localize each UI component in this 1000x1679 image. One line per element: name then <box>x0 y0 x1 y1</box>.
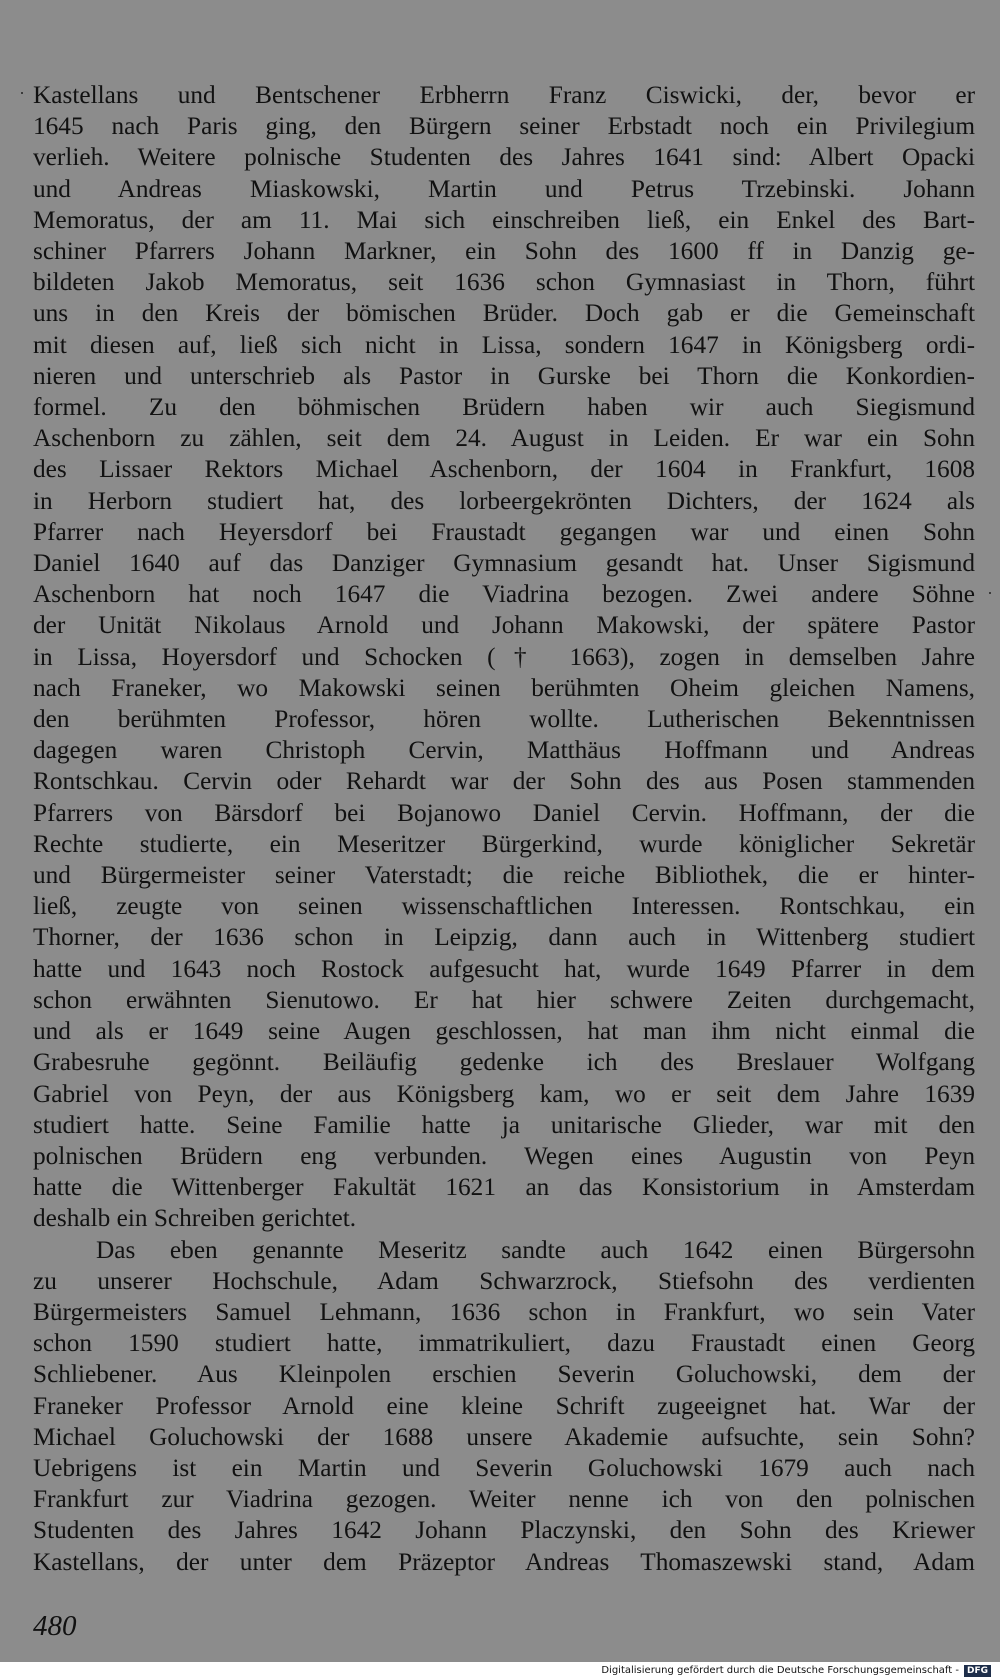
text-line: Pfarrer nach Heyersdorf bei Fraustadt gegangen war und einen Sohn <box>33 517 975 546</box>
text-line: dagegen waren Christoph Cervin, Matthäus Hoffmann und Andreas <box>33 736 975 765</box>
text-line: in Herborn studiert hat, des lorbeergekrönten Dichters, der 1624 als <box>33 486 975 515</box>
text-line: und Andreas Miaskowski, Martin und Petrus Trzebinski. Johann <box>33 174 975 203</box>
text-line: Kastellans, der unter dem Präzeptor Andreas Thomaszewski stand, Adam <box>33 1547 975 1576</box>
text-line: zu unserer Hochschule, Adam Schwarzrock, Stiefsohn des verdienten <box>33 1266 975 1295</box>
text-line: Aschenborn zu zählen, seit dem 24. August in Leiden. Er war ein Sohn <box>33 424 975 453</box>
text-line: bildeten Jakob Memoratus, seit 1636 schon Gymnasiast in Thorn, führt <box>33 268 975 297</box>
text-line: der Unität Nikolaus Arnold und Johann Makowski, der spätere Pastor <box>33 611 975 640</box>
text-line: Memoratus, der am 11. Mai sich einschreiben ließ, ein Enkel des Bart- <box>33 205 975 234</box>
text-line: den berühmten Professor, hören wollte. Lutherischen Bekenntnissen <box>33 705 975 734</box>
text-line: Rechte studierte, ein Meseritzer Bürgerkind, wurde königlicher Sekretär <box>33 829 975 858</box>
text-line: verlieh. Weitere polnische Studenten des Jahres 1641 sind: Albert Opacki <box>33 143 975 172</box>
text-line: hatte die Wittenberger Fakultät 1621 an das Konsistorium in Amsterdam <box>33 1173 975 1202</box>
text-line: des Lissaer Rektors Michael Aschenborn, der 1604 in Frankfurt, 1608 <box>33 455 975 484</box>
text-line: studiert hatte. Seine Familie hatte ja unitarische Glieder, war mit den <box>33 1110 975 1139</box>
text-line: polnischen Brüdern eng verbunden. Wegen eines Augustin von Peyn <box>33 1141 975 1170</box>
text-line: schon 1590 studiert hatte, immatrikuliert, dazu Fraustadt einen Georg <box>33 1329 975 1358</box>
text-line: schiner Pfarrers Johann Markner, ein Sohn des 1600 ff in Danzig ge- <box>33 237 975 266</box>
text-line: hatte und 1643 noch Rostock aufgesucht hat, wurde 1649 Pfarrer in dem <box>33 954 975 983</box>
text-line: Schliebener. Aus Kleinpolen erschien Severin Goluchowski, dem der <box>33 1360 975 1389</box>
text-line: Bürgermeisters Samuel Lehmann, 1636 schon in Frankfurt, wo sein Vater <box>33 1297 975 1326</box>
text-line: Michael Goluchowski der 1688 unsere Akademie aufsuchte, sein Sohn? <box>33 1422 975 1451</box>
text-line: formel. Zu den böhmischen Brüdern haben wir auch Siegismund <box>33 393 975 422</box>
scan-speck <box>21 92 23 94</box>
text-line: Das eben genannte Meseritz sandte auch 1642 einen Bürgersohn <box>96 1235 975 1264</box>
digitization-credit <box>601 1662 992 1679</box>
text-line: nieren und unterschrieb als Pastor in Gurske bei Thorn die Konkordien- <box>33 361 975 390</box>
page-number: 480 <box>33 1610 77 1642</box>
text-line: Daniel 1640 auf das Danziger Gymnasium gesandt hat. Unser Sigismund <box>33 549 975 578</box>
text-line: und als er 1649 seine Augen geschlossen, hat man ihm nicht einmal die <box>33 1017 975 1046</box>
credit-text: Digitalisierung gefördert durch die Deutsche Forschungsgemeinschaft - <box>601 1665 959 1676</box>
text-line: schon erwähnten Sienutowo. Er hat hier schwere Zeiten durchgemacht, <box>33 985 975 1014</box>
dfg-logo: DFG <box>963 1664 992 1678</box>
text-line: und Bürgermeister seiner Vaterstadt; die reiche Bibliothek, die er hinter- <box>33 861 975 890</box>
text-line: Pfarrers von Bärsdorf bei Bojanowo Daniel Cervin. Hoffmann, der die <box>33 798 975 827</box>
text-line: Gabriel von Peyn, der aus Königsberg kam, wo er seit dem Jahre 1639 <box>33 1079 975 1108</box>
text-line: Uebrigens ist ein Martin und Severin Goluchowski 1679 auch nach <box>33 1453 975 1482</box>
text-line: mit diesen auf, ließ sich nicht in Lissa, sondern 1647 in Königsberg ordi- <box>33 330 975 359</box>
text-line: uns in den Kreis der bömischen Brüder. Doch gab er die Gemeinschaft <box>33 299 975 328</box>
text-line: Franeker Professor Arnold eine kleine Schrift zugeeignet hat. War der <box>33 1391 975 1420</box>
text-line: 1645 nach Paris ging, den Bürgern seiner Erbstadt noch ein Privilegium <box>33 112 975 141</box>
text-line: ließ, zeugte von seinen wissenschaftlichen Interessen. Rontschkau, ein <box>33 892 975 921</box>
text-line: Aschenborn hat noch 1647 die Viadrina bezogen. Zwei andere Söhne <box>33 580 975 609</box>
text-line: Kastellans und Bentschener Erbherrn Franz Ciswicki, der, bevor er <box>33 81 975 109</box>
text-line: deshalb ein Schreiben gerichtet. <box>33 1204 357 1233</box>
text-line: Frankfurt zur Viadrina gezogen. Weiter nenne ich von den polnischen <box>33 1485 975 1514</box>
text-line: Studenten des Jahres 1642 Johann Placzynski, den Sohn des Kriewer <box>33 1516 975 1545</box>
text-line: Rontschkau. Cervin oder Rehardt war der Sohn des aus Posen stammenden <box>33 767 975 796</box>
text-line: in Lissa, Hoyersdorf und Schocken († 1663), zogen in demselben Jahre <box>33 642 975 671</box>
text-line: nach Franeker, wo Makowski seinen berühmten Oheim gleichen Namens, <box>33 673 975 702</box>
text-line: Grabesruhe gegönnt. Beiläufig gedenke ich des Breslauer Wolfgang <box>33 1048 975 1077</box>
text-line: Thorner, der 1636 schon in Leipzig, dann auch in Wittenberg studiert <box>33 923 975 952</box>
body-text <box>33 80 975 1578</box>
scan-speck <box>989 592 991 594</box>
